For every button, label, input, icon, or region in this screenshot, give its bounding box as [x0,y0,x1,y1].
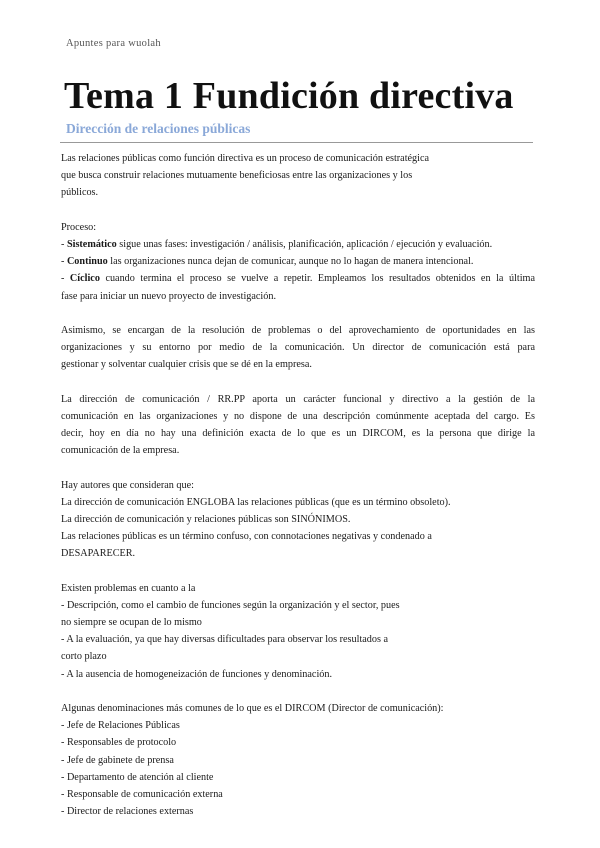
title-divider [60,142,533,143]
process-continuation: fase para iniciar un nuevo proyecto de investigación. [61,290,276,302]
problems-line-1: Existen problemas en cuanto a la [61,582,196,594]
watermark-text: Apuntes para wuolah [66,38,161,49]
authors-line-5: DESAPARECER. [61,548,136,560]
denomination-item: - Jefe de Relaciones Públicas [61,720,180,732]
spacer [61,563,535,580]
page-title: Tema 1 Fundición directiva [64,75,514,117]
process-item-dash: - [61,273,70,285]
paragraph-asimismo-line-1: Asimismo, se encargan de la resolución de problemas o del aprovechamiento de oportunidades en las [61,324,535,336]
process-term: Cíclico [69,273,100,285]
spacer [61,202,535,219]
document-body [61,150,535,820]
denomination-item: - Responsables de protocolo [61,737,177,749]
process-item-text: las organizaciones nunca dejan de comunicar, aunque no lo hagan de manera intencional. [107,256,474,268]
paragraph-asimismo-line-3: gestionar y solventar cualquier crisis que se dé en la empresa. [61,359,312,371]
denomination-item: - Director de relaciones externas [61,806,194,818]
process-item-continuous [61,253,535,270]
page-subtitle: Dirección de relaciones públicas [66,121,251,136]
spacer [61,373,535,390]
intro-line-3: públicos. [61,187,99,199]
intro-line-1: Las relaciones públicas como función directiva es un proceso de comunicación estratégica [61,153,430,164]
denomination-item: - Jefe de gabinete de prensa [61,754,174,766]
paragraph-direccion-line-3: decir, hoy en día no hay una definición exacta de lo que es un DIRCOM, es la persona que dirige la [61,428,535,439]
denomination-item: - Responsable de comunicación externa [61,788,223,800]
authors-line-3: La dirección de comunicación y relaciones públicas son SINÓNIMOS. [61,513,351,525]
process-term: Sistemático [66,238,117,250]
denominations-heading: Algunas denominaciones más comunes de lo que es el DIRCOM (Director de comunicación): [61,703,444,714]
paragraph-direccion-line-2: comunicación en las organizaciones y no dispone de una descripción comúnmente aceptada del cargo. Es [61,410,535,422]
process-item-text: cuando termina el proceso se vuelve a repetir. Empleamos los resultados obtenidos en la última [99,273,535,285]
paragraph-direccion-line-4: comunicación de la empresa. [61,445,180,457]
denomination-item: - Departamento de atención al cliente [61,771,214,783]
paragraph-asimismo-line-2: organizaciones y su entorno por medio de la comunicación. Un director de comunicación está para [61,342,535,354]
process-heading: Proceso: [61,221,97,233]
intro-line-2: que busca construir relaciones mutuamente beneficiosas entre las organizaciones y los [61,170,413,182]
process-item-cyclic [61,270,535,287]
process-item-dash: - [61,238,67,250]
problems-line-5: corto plazo [61,651,107,663]
authors-line-2: La dirección de comunicación ENGLOBA las relaciones públicas (que es un término obsoleto). [61,496,451,508]
problems-line-3: no siempre se ocupan de lo mismo [61,617,202,629]
spacer [61,305,535,322]
paragraph-direccion-line-1: La dirección de comunicación / RR.PP aporta un carácter funcional y directivo a la gestión de la [61,393,535,405]
process-item-systematic [61,236,535,253]
process-term: Continuo [66,256,108,268]
process-item-dash: - [61,256,67,268]
problems-line-6: - A la ausencia de homogeneización de funciones y denominación. [61,668,333,680]
problems-line-4: - A la evaluación, ya que hay diversas dificultades para observar los resultados a [61,634,389,646]
authors-line-4: Las relaciones públicas es un término confuso, con connotaciones negativas y condenado a [61,531,432,543]
process-item-text: sigue unas fases: investigación / análisis, planificación, aplicación / ejecución y evaluación. [116,238,493,250]
spacer [61,683,535,700]
spacer [61,459,535,476]
problems-line-2: - Descripción, como el cambio de funciones según la organización y el sector, pues [61,599,400,611]
authors-line-1: Hay autores que consideran que: [61,479,194,491]
